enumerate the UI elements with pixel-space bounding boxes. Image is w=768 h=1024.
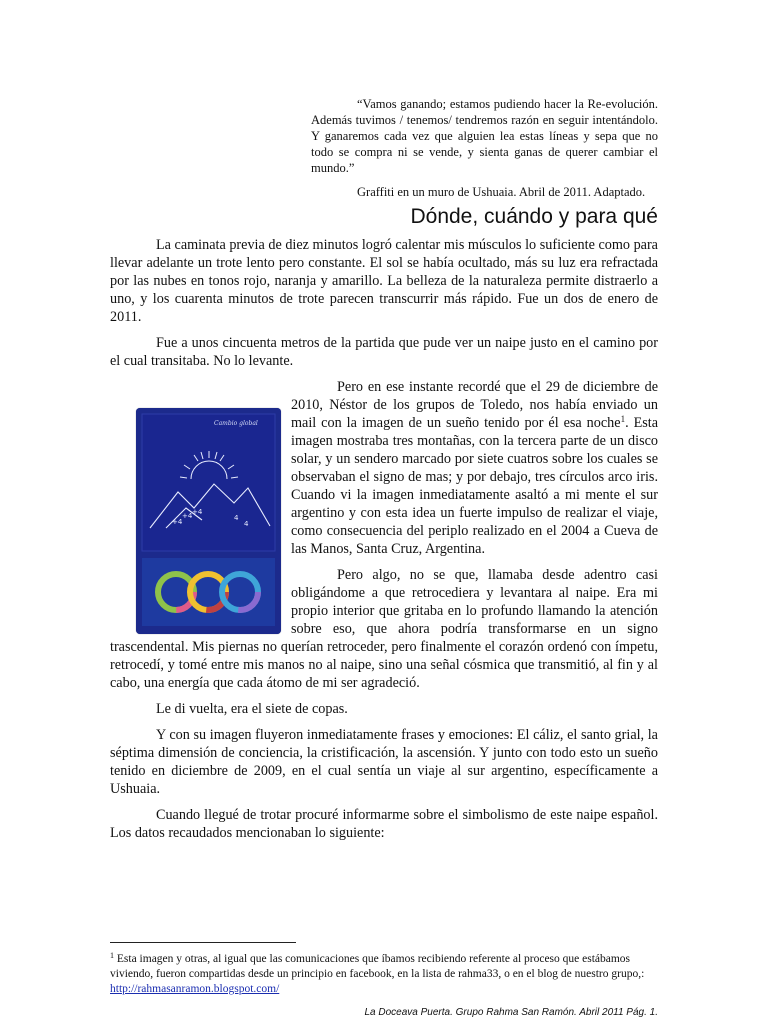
image-caption: Cambio global [214, 420, 258, 427]
footnote-number: 1 [110, 951, 114, 960]
svg-text:4: 4 [244, 520, 249, 528]
epigraph-quote: “Vamos ganando; estamos pudiendo hacer la Re-evolución. Además tuvimos / tenemos/ tendremos razón en seguir intentándolo. Y ganaremos cada vez que alguien lea estas líneas y sepa que no todo se compra ni se vende, y sienta ganas de querer cambiar el mundo.” [311, 97, 658, 175]
body-text [110, 236, 658, 850]
footnote-text: Esta imagen y otras, al igual que las comunicaciones que íbamos recibiendo referente al proceso que estábamos viviendo, fueron compartidas desde un principio en facebook, en la lista de rahma33, o en el blog de nuestro grupo,: [110, 953, 645, 980]
footnote [110, 948, 658, 997]
epigraph [311, 96, 658, 200]
epigraph-source: Graffiti en un muro de Ushuaia. Abril de 2011. Adaptado. [357, 185, 646, 199]
blog-link[interactable]: http://rahmasanramon.blogspot.com/ [110, 983, 280, 995]
paragraph-5: Le di vuelta, era el siete de copas. [156, 701, 348, 717]
paragraph-2: Fue a unos cincuenta metros de la partida que pude ver un naipe justo en el camino por el cual transitaba. No lo levante. [110, 335, 658, 369]
paragraph-4: Pero algo, no se que, llamaba desde adentro casi obligándome a que retrocediera y levantara al naipe. Era mi propio interior que gritaba en lo profundo llamando la atención sobre eso, que ahora podría transformarse en un signo trascendental. Mis piernas no querían retroceder, pero finalmente el corazón ordenó con ímpetu, retrocedí, y tomé entre mis manos no al naipe, sino una señal cósmica que transmitió, al fin y al cabo, una energía que cada átomo de mi ser agradeció. [110, 567, 658, 691]
svg-text:4: 4 [234, 514, 239, 522]
section-title: Dónde, cuándo y para qué [410, 205, 658, 228]
footnote-divider [110, 942, 296, 943]
svg-text:+4: +4 [182, 512, 193, 520]
paragraph-6: Y con su imagen fluyeron inmediatamente frases y emociones: El cáliz, el santo grial, la séptima dimensión de conciencia, la cristificación, la ascensión. Y junto con todo esto un sueño tenido en diciembre de 2009, en el cual sentía un viaje al sur argentino, específicamente a Ushuaia. [110, 727, 658, 797]
footnote-reference[interactable]: 1 [620, 414, 626, 424]
paragraph-3-end: . Esta imagen mostraba tres montañas, con la tercera parte de un disco solar, y un sendero marcado por siete cuatros sobre los cuales se observaban el signo de mas; y por debajo, tres círculos arco iris. Cuando vi la imagen inmediatamente asaltó a mi mente el sur argentino y con esta idea un fuerte impulso de realizar el viaje, como consecuencia del periplo realizado en el 2004 a Cueva de las Manos, Santa Cruz, Argentina. [291, 415, 658, 557]
dream-image-drawing [136, 408, 281, 634]
paragraph-1: La caminata previa de diez minutos logró calentar mis músculos lo suficiente como para llevar adelante un trote lento pero constante. El sol se había ocultado, más su luz era refractada por las nubes en tonos rojo, naranja y amarillo. La belleza de la naturaleza permite distraerlo a uno, y los cuarenta minutos de trote parecen transcurrir más rápido. Fue un dos de enero de 2011. [110, 237, 658, 325]
dream-image [136, 408, 281, 634]
svg-text:+4: +4 [192, 508, 203, 516]
page-footer: La Doceava Puerta. Grupo Rahma San Ramón. Abril 2011 Pág. 1. [364, 1007, 658, 1018]
svg-text:+4: +4 [172, 518, 183, 526]
paragraph-7: Cuando llegué de trotar procuré informarme sobre el simbolismo de este naipe español. Los datos recaudados mencionaban lo siguiente: [110, 807, 658, 841]
paragraph-3-start: Pero en ese instante recordé que el 29 de diciembre de 2010, Néstor de los grupos de Toledo, nos había enviado un mail con la imagen de un sueño tenido por él esa noche [291, 379, 658, 431]
